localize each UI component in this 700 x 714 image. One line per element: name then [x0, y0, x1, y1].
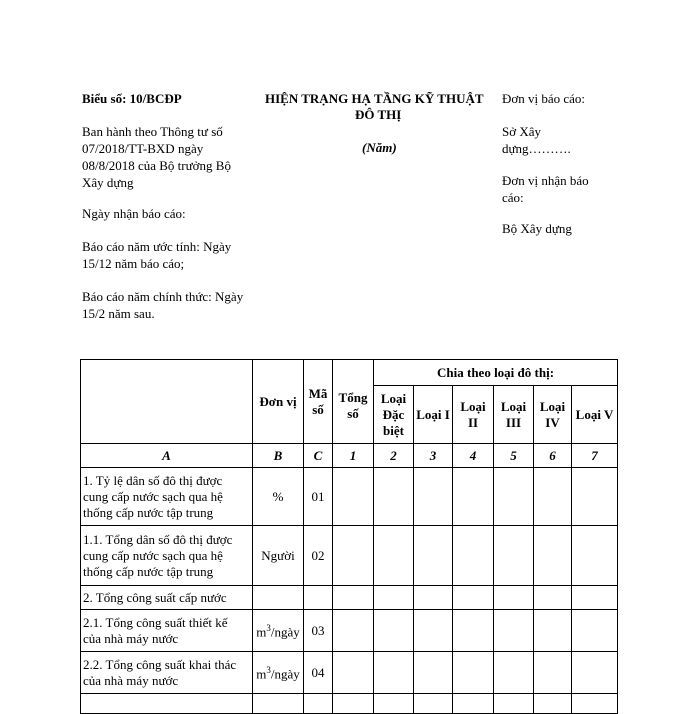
receive-date: Ngày nhận báo cáo: [82, 206, 186, 221]
data-cell[interactable] [333, 468, 374, 526]
data-cell[interactable] [494, 586, 534, 610]
header-type-line: Loại [380, 390, 407, 406]
data-cell[interactable] [414, 610, 453, 652]
row-label-line: 1. Tỷ lệ dân số đô thị được [83, 472, 223, 488]
header-type-line: Loại I [416, 406, 450, 422]
page-title-line2: ĐÔ THỊ [355, 107, 402, 122]
estimate-report-line: Báo cáo năm ước tính: Ngày [82, 239, 232, 254]
header-type-line: III [505, 414, 522, 430]
data-cell[interactable] [374, 468, 414, 526]
table-row [81, 610, 618, 652]
receiving-unit-label-line: Đơn vị nhận báo [502, 173, 589, 188]
header-code [304, 360, 333, 444]
index-row [81, 444, 618, 468]
data-cell[interactable] [453, 652, 494, 694]
data-cell[interactable] [572, 526, 618, 586]
row-label [81, 586, 253, 610]
data-cell[interactable] [494, 652, 534, 694]
row-unit [253, 586, 304, 610]
data-cell[interactable] [304, 694, 333, 714]
header-type-line: Loại [539, 398, 566, 414]
data-cell[interactable] [374, 652, 414, 694]
reporting-unit [502, 123, 571, 157]
header-type-line: IV [545, 414, 560, 430]
table-row [81, 652, 618, 694]
issued-by-line: Xây dựng [82, 175, 134, 190]
index-cell: 7 [572, 444, 618, 468]
data-cell[interactable] [333, 610, 374, 652]
header-type-3 [494, 386, 534, 444]
data-cell[interactable] [534, 610, 572, 652]
row-label-line: của nhà máy nước [83, 630, 179, 646]
issued-by [82, 123, 262, 191]
infrastructure-table [80, 359, 618, 714]
header-total-line: số [347, 406, 359, 421]
data-cell[interactable] [572, 694, 618, 714]
row-label-line: cung cấp nước sạch qua hệ [83, 547, 223, 563]
reporting-unit-label: Đơn vị báo cáo: [502, 91, 586, 106]
official-report-line: 15/2 năm sau. [82, 306, 155, 321]
data-cell[interactable] [534, 652, 572, 694]
data-cell[interactable] [572, 586, 618, 610]
header-code-line: Mã [308, 385, 328, 401]
data-cell[interactable] [453, 610, 494, 652]
receiving-unit-label [502, 172, 589, 206]
header-type-line: biệt [383, 422, 404, 438]
row-unit: $m^3$/ngày [253, 652, 304, 694]
page-title: HIỆN TRẠNG HẠ TẦNG KỸ THUẬT [265, 91, 484, 106]
estimate-report-line: 15/12 năm báo cáo; [82, 256, 185, 271]
official-report [82, 288, 243, 322]
header-type-line: Đặc [382, 406, 405, 422]
row-unit: Người [253, 526, 304, 586]
data-cell[interactable] [414, 652, 453, 694]
row-code: 01 [304, 468, 333, 526]
row-label [81, 652, 253, 694]
row-label-line: 2.1. Tổng công suất thiết kế [83, 614, 228, 630]
index-cell: 2 [374, 444, 414, 468]
header-group: Chia theo loại đô thị: [374, 360, 618, 386]
row-label [81, 526, 253, 586]
data-cell[interactable] [453, 694, 494, 714]
index-cell: A [81, 444, 253, 468]
row-label-line: 2.2. Tổng công suất khai thác [83, 656, 237, 672]
estimate-report [82, 238, 231, 272]
header-type-1 [414, 386, 453, 444]
data-cell[interactable] [572, 468, 618, 526]
data-cell[interactable] [494, 526, 534, 586]
reporting-unit-line: Sở Xây [502, 124, 542, 139]
table-row [81, 694, 618, 714]
header-type-4 [534, 386, 572, 444]
data-cell[interactable] [374, 586, 414, 610]
data-cell[interactable] [374, 526, 414, 586]
row-label-line: thống cấp nước tập trung [83, 504, 214, 520]
data-cell[interactable] [534, 468, 572, 526]
row-unit: % [253, 468, 304, 526]
data-cell[interactable] [534, 586, 572, 610]
index-cell: C [304, 444, 333, 468]
data-cell[interactable] [374, 694, 414, 714]
header-total-line: Tổng [338, 390, 368, 405]
header-total [333, 360, 374, 444]
row-code: 04 [304, 652, 333, 694]
issued-by-line: 07/2018/TT-BXD ngày [82, 141, 204, 156]
data-cell[interactable] [414, 468, 453, 526]
data-cell[interactable] [453, 468, 494, 526]
data-cell[interactable] [414, 586, 453, 610]
data-cell[interactable] [333, 526, 374, 586]
row-label [81, 610, 253, 652]
table-row [81, 526, 618, 586]
table-header-row [81, 360, 618, 386]
row-code: 03 [304, 610, 333, 652]
data-cell[interactable] [374, 610, 414, 652]
issued-by-line: Ban hành theo Thông tư số [82, 124, 223, 139]
data-cell[interactable] [534, 694, 572, 714]
data-cell[interactable] [494, 610, 534, 652]
data-cell[interactable] [414, 526, 453, 586]
data-cell[interactable] [453, 526, 494, 586]
index-cell: B [253, 444, 304, 468]
row-label-line: cung cấp nước sạch qua hệ [83, 488, 223, 504]
data-cell[interactable] [494, 468, 534, 526]
data-cell[interactable] [333, 586, 374, 610]
data-cell[interactable] [253, 694, 304, 714]
data-cell[interactable] [494, 694, 534, 714]
table-row [81, 586, 618, 610]
data-cell[interactable] [534, 526, 572, 586]
row-label-line: thống cấp nước tập trung [83, 563, 214, 579]
row-label-line: của nhà máy nước [83, 672, 179, 688]
index-cell: 3 [414, 444, 453, 468]
header-type-line: Loại [500, 398, 527, 414]
data-cell[interactable] [453, 586, 494, 610]
data-cell[interactable] [333, 652, 374, 694]
data-cell[interactable] [572, 652, 618, 694]
data-cell[interactable] [81, 694, 253, 714]
row-code: 02 [304, 526, 333, 586]
header-unit: Đơn vị [253, 360, 304, 444]
index-cell: 5 [494, 444, 534, 468]
receiving-unit: Bộ Xây dựng [502, 221, 572, 236]
header-type-line: Loại V [575, 406, 614, 422]
header-code-line: số [312, 401, 324, 417]
header-type-5 [572, 386, 618, 444]
reporting-unit-line: dựng………. [502, 141, 571, 156]
data-cell[interactable] [572, 610, 618, 652]
report-year: (Năm) [362, 140, 397, 155]
data-cell[interactable] [333, 694, 374, 714]
row-label-line: 2. Tổng công suất cấp nước [83, 589, 227, 605]
row-code [304, 586, 333, 610]
issued-by-line: 08/8/2018 của Bộ trưởng Bộ [82, 158, 231, 173]
index-cell: 6 [534, 444, 572, 468]
header-empty-cell [81, 360, 253, 444]
row-label-line: 1.1. Tổng dân số đô thị được [83, 531, 233, 547]
row-label [81, 468, 253, 526]
header-type-2 [453, 386, 494, 444]
official-report-line: Báo cáo năm chính thức: Ngày [82, 289, 244, 304]
header-type-special [374, 386, 414, 444]
row-unit: $m^3$/ngày [253, 610, 304, 652]
receiving-unit-label-line: cáo: [502, 190, 524, 205]
form-number: Biểu số: 10/BCĐP [82, 91, 182, 106]
table-row [81, 468, 618, 526]
index-cell: 4 [453, 444, 494, 468]
header-type-line: Loại II [460, 398, 486, 430]
data-cell[interactable] [414, 694, 453, 714]
index-cell: 1 [333, 444, 374, 468]
